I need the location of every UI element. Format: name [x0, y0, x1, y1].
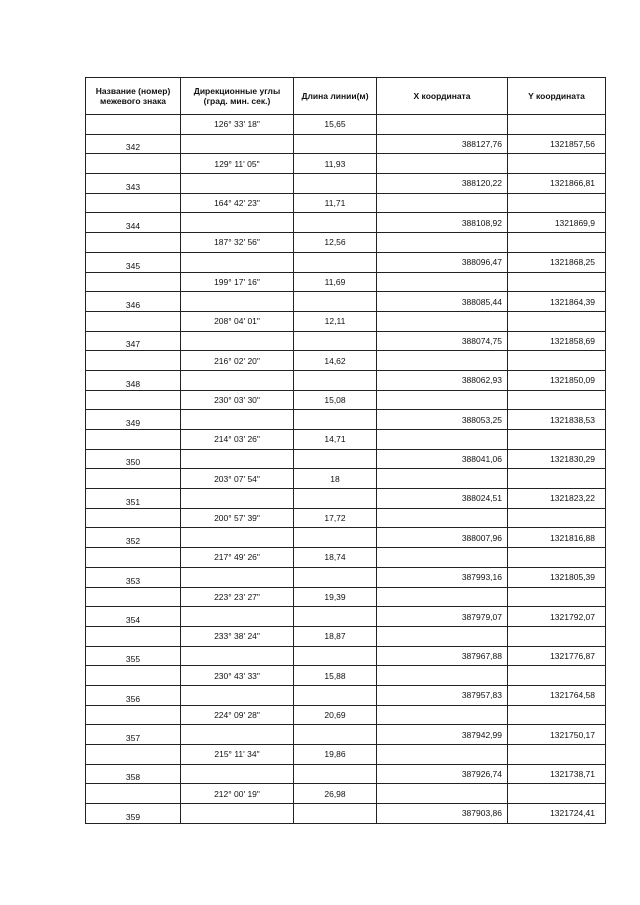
bearing-angle-cell: 216° 02' 20" — [181, 351, 294, 371]
bearing-angle-cell — [181, 804, 294, 824]
line-length-cell: 20,69 — [294, 705, 377, 725]
table-row — [86, 548, 606, 568]
bearing-angle-cell: 223° 23' 27" — [181, 587, 294, 607]
bearing-angle-cell — [181, 646, 294, 666]
table-row — [86, 449, 606, 469]
table-row — [86, 390, 606, 410]
bearing-angle-cell — [181, 607, 294, 627]
bearing-angle-cell — [181, 449, 294, 469]
point-name-cell: 342 — [86, 134, 181, 154]
x-coordinate-cell — [377, 745, 508, 765]
point-name-cell: 351 — [86, 489, 181, 509]
point-name-cell — [86, 233, 181, 253]
table-row — [86, 764, 606, 784]
header-y-coordinate: Y координата — [508, 78, 606, 115]
table-row — [86, 292, 606, 312]
table-row — [86, 193, 606, 213]
line-length-cell — [294, 646, 377, 666]
x-coordinate-cell: 388041,06 — [377, 449, 508, 469]
x-coordinate-cell: 388085,44 — [377, 292, 508, 312]
y-coordinate-cell — [508, 390, 606, 410]
line-length-cell — [294, 213, 377, 233]
x-coordinate-cell — [377, 784, 508, 804]
y-coordinate-cell: 1321858,69 — [508, 331, 606, 351]
line-length-cell: 11,93 — [294, 154, 377, 174]
table-row — [86, 174, 606, 194]
x-coordinate-cell: 388120,22 — [377, 174, 508, 194]
bearing-angle-cell: 199° 17' 16" — [181, 272, 294, 292]
bearing-angle-cell — [181, 174, 294, 194]
y-coordinate-cell — [508, 351, 606, 371]
x-coordinate-cell — [377, 548, 508, 568]
line-length-cell — [294, 449, 377, 469]
y-coordinate-cell — [508, 745, 606, 765]
x-coordinate-cell — [377, 666, 508, 686]
bearing-angle-cell — [181, 331, 294, 351]
table-row — [86, 213, 606, 233]
line-length-cell — [294, 252, 377, 272]
bearing-angle-cell: 215° 11' 34" — [181, 745, 294, 765]
point-name-cell: 347 — [86, 331, 181, 351]
line-length-cell: 14,62 — [294, 351, 377, 371]
y-coordinate-cell: 1321792,07 — [508, 607, 606, 627]
table-row — [86, 587, 606, 607]
point-name-cell — [86, 430, 181, 450]
y-coordinate-cell: 1321857,56 — [508, 134, 606, 154]
point-name-cell — [86, 469, 181, 489]
table-row — [86, 646, 606, 666]
bearing-angle-cell: 217° 49' 26" — [181, 548, 294, 568]
x-coordinate-cell: 387957,83 — [377, 685, 508, 705]
table-row — [86, 370, 606, 390]
x-coordinate-cell: 387942,99 — [377, 725, 508, 745]
x-coordinate-cell — [377, 351, 508, 371]
table-row — [86, 311, 606, 331]
x-coordinate-cell — [377, 705, 508, 725]
header-point-name: Название (номер) межевого знака — [86, 78, 181, 115]
point-name-cell: 343 — [86, 174, 181, 194]
y-coordinate-cell — [508, 705, 606, 725]
bearing-angle-cell — [181, 292, 294, 312]
y-coordinate-cell: 1321869,9 — [508, 213, 606, 233]
point-name-cell: 344 — [86, 213, 181, 233]
y-coordinate-cell — [508, 666, 606, 686]
line-length-cell: 11,71 — [294, 193, 377, 213]
point-name-cell: 355 — [86, 646, 181, 666]
y-coordinate-cell: 1321838,53 — [508, 410, 606, 430]
x-coordinate-cell — [377, 430, 508, 450]
point-name-cell — [86, 705, 181, 725]
point-name-cell: 356 — [86, 685, 181, 705]
y-coordinate-cell — [508, 154, 606, 174]
x-coordinate-cell — [377, 508, 508, 528]
point-name-cell: 358 — [86, 764, 181, 784]
table-row — [86, 804, 606, 824]
line-length-cell: 18 — [294, 469, 377, 489]
table-row — [86, 666, 606, 686]
y-coordinate-cell: 1321764,58 — [508, 685, 606, 705]
line-length-cell — [294, 725, 377, 745]
bearing-angle-cell: 200° 57' 39" — [181, 508, 294, 528]
line-length-cell: 19,39 — [294, 587, 377, 607]
x-coordinate-cell: 388127,76 — [377, 134, 508, 154]
boundary-coordinates-table — [85, 77, 606, 824]
bearing-angle-cell: 126° 33' 18" — [181, 115, 294, 135]
line-length-cell — [294, 292, 377, 312]
x-coordinate-cell: 387993,16 — [377, 567, 508, 587]
x-coordinate-cell: 387967,88 — [377, 646, 508, 666]
bearing-angle-cell: 187° 32' 56" — [181, 233, 294, 253]
line-length-cell — [294, 370, 377, 390]
y-coordinate-cell: 1321823,22 — [508, 489, 606, 509]
bearing-angle-cell: 164° 42' 23" — [181, 193, 294, 213]
table-row — [86, 705, 606, 725]
line-length-cell: 12,56 — [294, 233, 377, 253]
line-length-cell: 17,72 — [294, 508, 377, 528]
y-coordinate-cell: 1321864,39 — [508, 292, 606, 312]
point-name-cell: 348 — [86, 370, 181, 390]
header-bearing-angle: Дирекционные углы (град. мин. сек.) — [181, 78, 294, 115]
point-name-cell — [86, 666, 181, 686]
point-name-cell: 345 — [86, 252, 181, 272]
y-coordinate-cell — [508, 587, 606, 607]
line-length-cell: 14,71 — [294, 430, 377, 450]
y-coordinate-cell — [508, 115, 606, 135]
table-row — [86, 233, 606, 253]
header-line-length: Длина линии(м) — [294, 78, 377, 115]
x-coordinate-cell: 388096,47 — [377, 252, 508, 272]
x-coordinate-cell: 388108,92 — [377, 213, 508, 233]
bearing-angle-cell: 214° 03' 26" — [181, 430, 294, 450]
point-name-cell: 349 — [86, 410, 181, 430]
y-coordinate-cell: 1321830,29 — [508, 449, 606, 469]
table-row — [86, 528, 606, 548]
x-coordinate-cell — [377, 115, 508, 135]
line-length-cell — [294, 410, 377, 430]
y-coordinate-cell: 1321750,17 — [508, 725, 606, 745]
point-name-cell — [86, 745, 181, 765]
table-row — [86, 508, 606, 528]
line-length-cell: 15,65 — [294, 115, 377, 135]
point-name-cell — [86, 115, 181, 135]
line-length-cell: 18,74 — [294, 548, 377, 568]
x-coordinate-cell — [377, 390, 508, 410]
y-coordinate-cell: 1321866,81 — [508, 174, 606, 194]
line-length-cell: 15,08 — [294, 390, 377, 410]
bearing-angle-cell: 230° 43' 33" — [181, 666, 294, 686]
y-coordinate-cell: 1321738,71 — [508, 764, 606, 784]
x-coordinate-cell: 388062,93 — [377, 370, 508, 390]
x-coordinate-cell — [377, 311, 508, 331]
point-name-cell — [86, 351, 181, 371]
table-row — [86, 489, 606, 509]
bearing-angle-cell — [181, 252, 294, 272]
x-coordinate-cell — [377, 233, 508, 253]
bearing-angle-cell — [181, 685, 294, 705]
table-row — [86, 685, 606, 705]
line-length-cell — [294, 331, 377, 351]
y-coordinate-cell — [508, 311, 606, 331]
x-coordinate-cell — [377, 587, 508, 607]
line-length-cell — [294, 134, 377, 154]
point-name-cell: 346 — [86, 292, 181, 312]
table-row — [86, 410, 606, 430]
point-name-cell — [86, 587, 181, 607]
y-coordinate-cell — [508, 430, 606, 450]
y-coordinate-cell: 1321776,87 — [508, 646, 606, 666]
x-coordinate-cell: 388024,51 — [377, 489, 508, 509]
table-row — [86, 154, 606, 174]
bearing-angle-cell: 230° 03' 30" — [181, 390, 294, 410]
y-coordinate-cell: 1321868,25 — [508, 252, 606, 272]
table-row — [86, 351, 606, 371]
point-name-cell — [86, 311, 181, 331]
header-x-coordinate: X координата — [377, 78, 508, 115]
y-coordinate-cell — [508, 469, 606, 489]
point-name-cell: 352 — [86, 528, 181, 548]
point-name-cell — [86, 626, 181, 646]
bearing-angle-cell: 224° 09' 28" — [181, 705, 294, 725]
table-row — [86, 745, 606, 765]
line-length-cell — [294, 804, 377, 824]
bearing-angle-cell: 212° 00' 19" — [181, 784, 294, 804]
line-length-cell — [294, 685, 377, 705]
y-coordinate-cell — [508, 272, 606, 292]
table-row — [86, 469, 606, 489]
table-row — [86, 252, 606, 272]
bearing-angle-cell: 203° 07' 54" — [181, 469, 294, 489]
point-name-cell — [86, 508, 181, 528]
line-length-cell: 18,87 — [294, 626, 377, 646]
bearing-angle-cell: 129° 11' 05" — [181, 154, 294, 174]
x-coordinate-cell: 388074,75 — [377, 331, 508, 351]
table-row — [86, 331, 606, 351]
bearing-angle-cell — [181, 370, 294, 390]
table-row — [86, 626, 606, 646]
bearing-angle-cell — [181, 528, 294, 548]
y-coordinate-cell: 1321850,09 — [508, 370, 606, 390]
x-coordinate-cell: 388053,25 — [377, 410, 508, 430]
table-row — [86, 272, 606, 292]
x-coordinate-cell: 388007,96 — [377, 528, 508, 548]
bearing-angle-cell: 208° 04' 01" — [181, 311, 294, 331]
point-name-cell: 353 — [86, 567, 181, 587]
point-name-cell — [86, 784, 181, 804]
bearing-angle-cell: 233° 38' 24" — [181, 626, 294, 646]
point-name-cell — [86, 548, 181, 568]
table-row — [86, 784, 606, 804]
line-length-cell: 11,69 — [294, 272, 377, 292]
table-row — [86, 115, 606, 135]
line-length-cell — [294, 764, 377, 784]
x-coordinate-cell: 387903,86 — [377, 804, 508, 824]
point-name-cell — [86, 154, 181, 174]
line-length-cell: 19,86 — [294, 745, 377, 765]
y-coordinate-cell — [508, 626, 606, 646]
point-name-cell: 350 — [86, 449, 181, 469]
line-length-cell: 12,11 — [294, 311, 377, 331]
point-name-cell: 359 — [86, 804, 181, 824]
y-coordinate-cell — [508, 548, 606, 568]
table-row — [86, 134, 606, 154]
line-length-cell: 26,98 — [294, 784, 377, 804]
line-length-cell — [294, 528, 377, 548]
table-row — [86, 607, 606, 627]
table-body — [86, 115, 606, 824]
y-coordinate-cell — [508, 784, 606, 804]
bearing-angle-cell — [181, 213, 294, 233]
bearing-angle-cell — [181, 567, 294, 587]
line-length-cell — [294, 489, 377, 509]
table-header-row — [86, 78, 606, 115]
y-coordinate-cell: 1321805,39 — [508, 567, 606, 587]
point-name-cell — [86, 390, 181, 410]
line-length-cell: 15,88 — [294, 666, 377, 686]
table-row — [86, 430, 606, 450]
bearing-angle-cell — [181, 764, 294, 784]
x-coordinate-cell — [377, 154, 508, 174]
point-name-cell — [86, 193, 181, 213]
x-coordinate-cell — [377, 272, 508, 292]
y-coordinate-cell: 1321724,41 — [508, 804, 606, 824]
line-length-cell — [294, 607, 377, 627]
coordinates-sheet — [85, 77, 605, 824]
bearing-angle-cell — [181, 134, 294, 154]
line-length-cell — [294, 174, 377, 194]
table-row — [86, 725, 606, 745]
x-coordinate-cell — [377, 193, 508, 213]
y-coordinate-cell: 1321816,88 — [508, 528, 606, 548]
y-coordinate-cell — [508, 193, 606, 213]
point-name-cell — [86, 272, 181, 292]
y-coordinate-cell — [508, 508, 606, 528]
x-coordinate-cell — [377, 469, 508, 489]
table-row — [86, 567, 606, 587]
bearing-angle-cell — [181, 725, 294, 745]
bearing-angle-cell — [181, 489, 294, 509]
line-length-cell — [294, 567, 377, 587]
point-name-cell: 354 — [86, 607, 181, 627]
point-name-cell: 357 — [86, 725, 181, 745]
x-coordinate-cell — [377, 626, 508, 646]
bearing-angle-cell — [181, 410, 294, 430]
y-coordinate-cell — [508, 233, 606, 253]
x-coordinate-cell: 387979,07 — [377, 607, 508, 627]
x-coordinate-cell: 387926,74 — [377, 764, 508, 784]
